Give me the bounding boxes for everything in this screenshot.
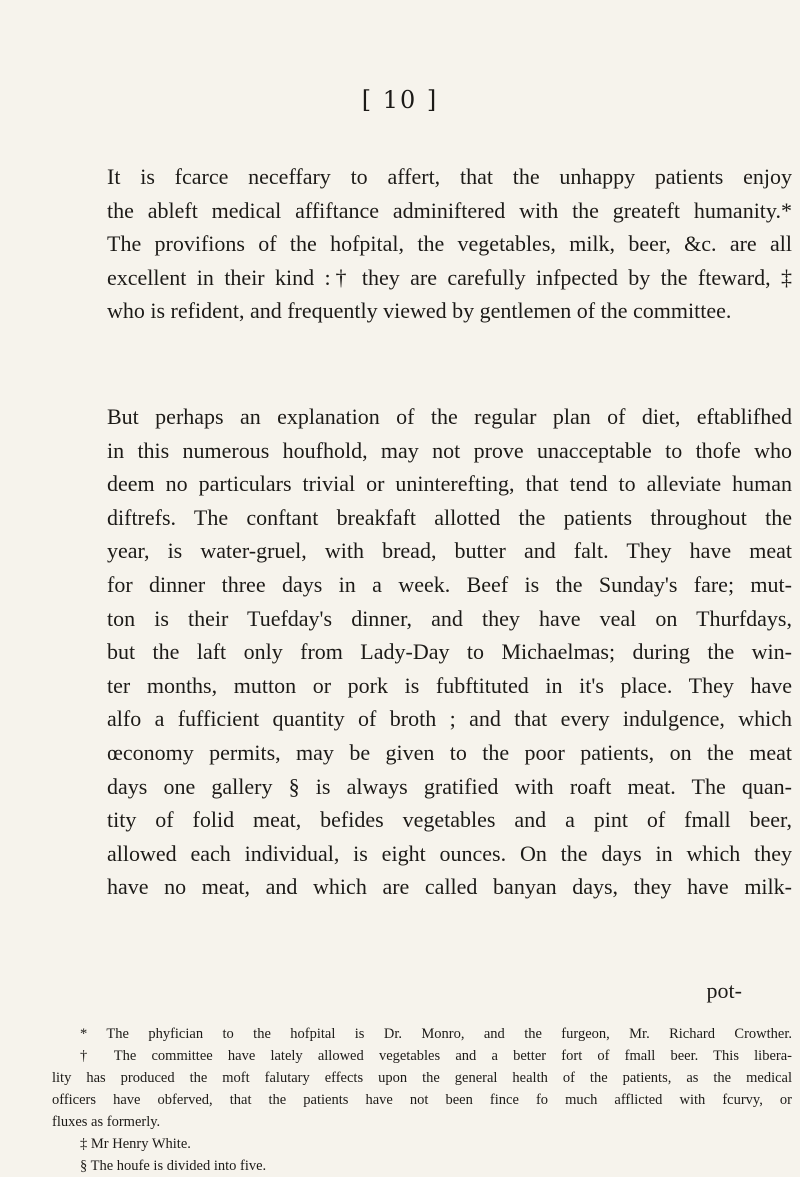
text-line: in this numerous houfhold, may not prove unacceptable to thofe who [107,437,792,463]
text-line: have no meat, and which are called banyan days, they have milk- [107,874,792,900]
text-line: year, is water-gruel, with bread, butter and falt. They have meat [107,538,792,564]
footnote: § The houfe is divided into five. [80,1158,267,1174]
text-line: for dinner three days in a week. Beef is the Sunday's fare; mut- [107,571,792,597]
footnote-continuation: fluxes as formerly. [52,1114,161,1130]
text-line: tity of folid meat, befides vegetables and a pint of fmall beer, [107,807,792,833]
text-line: excellent in their kind :† they are carefully infpected by the fteward, ‡ [107,264,792,290]
text-line: ton is their Tuefday's dinner, and they have veal on Thurfdays, [107,605,792,631]
text-line: allowed each individual, is eight ounces. On the days in which they [107,840,792,866]
text-line: deem no particulars trivial or uninterefting, that tend to alleviate human [107,471,792,497]
text-line: But perhaps an explanation of the regular plan of diet, eftablifhed [107,404,792,429]
text-line: days one gallery § is always gratified with roaft meat. The quan- [107,773,792,799]
page-number: [ 10 ] [361,86,439,114]
text-line: The provifions of the hofpital, the vegetables, milk, beer, &c. are all [107,231,792,257]
text-line: ter months, mutton or pork is fubftituted in it's place. They have [107,672,792,698]
text-line: alfo a fufficient quantity of broth ; and that every indulgence, which [107,706,792,732]
footnote-continuation: officers have obferved, that the patients have not been fince fo much afflicted with fcurvy, or [52,1092,792,1108]
text-line: who is refident, and frequently viewed by gentlemen of the committee. [107,298,732,324]
catchword: pot- [706,978,742,1003]
paragraph-2 [52,400,792,904]
footnote: * The phyfician to the hofpital is Dr. Monro, and the furgeon, Mr. Richard Crowther. [80,1026,792,1042]
text-line: œconomy permits, may be given to the poor patients, on the meat [107,739,792,765]
text-line: but the laft only from Lady-Day to Michaelmas; during the win- [107,639,792,665]
text-line: the ableft medical affiftance adminiftered with the greateft humanity.* [107,197,792,223]
footnote: ‡ Mr Henry White. [80,1136,191,1152]
text-line: It is fcarce neceffary to affert, that the unhappy patients enjoy [107,164,792,189]
text-line: diftrefs. The conftant breakfaft allotted the patients throughout the [107,504,792,530]
footnote-continuation: lity has produced the moft falutary effects upon the general health of the patients, as the medical [52,1070,792,1086]
footnote: † The committee have lately allowed vegetables and a better fort of fmall beer. This libera- [80,1048,792,1064]
paragraph-1 [52,160,792,328]
footnotes [52,1023,792,1177]
